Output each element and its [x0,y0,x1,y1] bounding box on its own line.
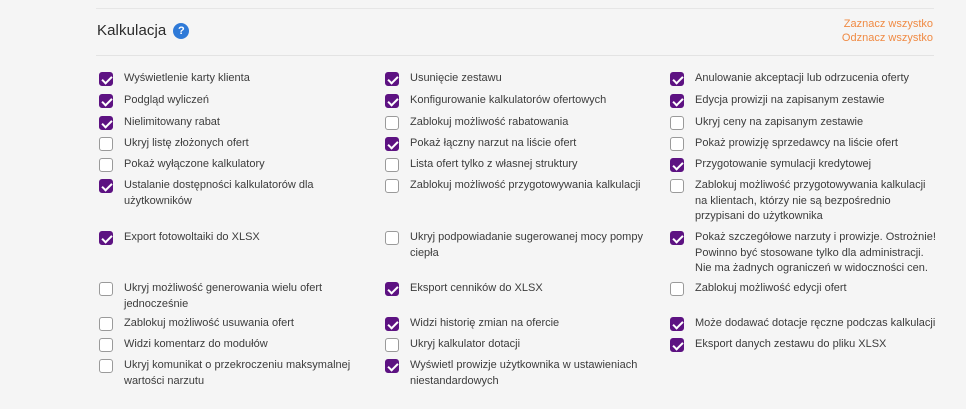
checkbox-label: Usunięcie zestawu [410,72,502,84]
checkbox-label: Export fotowoltaiki do XLSX [124,231,260,243]
checkbox-label: Pokaż prowizję sprzedawcy na liście ofert [695,137,898,149]
permission-checkbox-item[interactable] [385,338,655,353]
checkbox[interactable] [99,179,113,193]
checkbox[interactable] [385,231,399,245]
checkbox-label: Wyświetl prowizje użytkownika w ustawieniach niestandardowych [410,359,638,387]
checkbox[interactable] [99,94,113,108]
checkbox-label: Zablokuj możliwość usuwania ofert [124,317,294,329]
checkbox[interactable] [385,359,399,373]
checkbox[interactable] [385,317,399,331]
checkbox[interactable] [99,359,113,373]
checkbox[interactable] [385,158,399,172]
permission-checkbox-item[interactable] [670,158,940,173]
checkbox[interactable] [385,72,399,86]
permission-checkbox-item[interactable] [385,231,651,261]
checkbox-label: Eksport cenników do XLSX [410,282,543,294]
permission-checkbox-item[interactable] [385,116,655,131]
checkbox-label: Lista ofert tylko z własnej struktury [410,158,578,170]
checkbox[interactable] [670,158,684,172]
permission-checkbox-item[interactable] [99,72,369,87]
checkbox[interactable] [670,72,684,86]
permission-checkbox-item[interactable] [385,359,647,389]
checkbox[interactable] [99,72,113,86]
select-all-link[interactable]: Zaznacz wszystko [843,18,933,30]
bulk-select-links [842,17,933,45]
checkbox[interactable] [670,116,684,130]
checkbox[interactable] [670,338,684,352]
checkbox[interactable] [670,282,684,296]
checkbox[interactable] [670,94,684,108]
checkbox[interactable] [99,137,113,151]
question-circle-icon[interactable]: ? [173,23,189,39]
checkbox[interactable] [99,282,113,296]
checkbox-label: Ukryj komunikat o przekroczeniu maksymalnej wartości narzutu [124,359,351,387]
checkbox[interactable] [99,158,113,172]
permission-checkbox-item[interactable] [670,282,940,297]
checkbox[interactable] [670,137,684,151]
permission-checkbox-item[interactable] [385,158,655,173]
checkbox-label: Zablokuj możliwość przygotowywania kalkulacji na klientach, którzy nie są bezpośrednio przypisani do użytkownika [695,179,926,223]
permission-checkbox-item[interactable] [99,317,369,332]
permission-checkbox-item[interactable] [99,116,369,131]
section-header [97,20,937,50]
checkbox-label: Zablokuj możliwość edycji ofert [695,282,847,294]
checkbox[interactable] [99,231,113,245]
checkbox-label: Nielimitowany rabat [124,116,220,128]
checkbox[interactable] [99,116,113,130]
checkbox[interactable] [385,94,399,108]
checkbox-label: Widzi historię zmian na ofercie [410,317,560,329]
checkbox[interactable] [99,338,113,352]
permission-checkbox-item[interactable] [385,137,655,152]
checkbox-label: Pokaż łączny narzut na liście ofert [410,137,577,149]
checkbox-label: Zablokuj możliwość przygotowywania kalkulacji [410,179,641,191]
checkbox-label: Ukryj podpowiadanie sugerowanej mocy pompy ciepła [410,231,643,259]
permission-checkbox-item[interactable] [385,94,655,109]
deselect-all-link[interactable]: Odznacz wszystko [841,32,933,44]
checkbox-label: Anulowanie akceptacji lub odrzucenia oferty [695,72,910,84]
checkbox-label: Pokaż wyłączone kalkulatory [124,158,265,170]
header-divider [96,55,934,56]
checkbox-label: Zablokuj możliwość rabatowania [410,116,569,128]
top-divider [96,8,934,9]
checkbox[interactable] [385,116,399,130]
permission-checkbox-item[interactable] [670,116,940,131]
permission-checkbox-item[interactable] [99,179,349,209]
permission-checkbox-item[interactable] [99,158,369,173]
permission-checkbox-item[interactable] [670,72,940,87]
checkbox-label: Ukryj możliwość generowania wielu ofert jednocześnie [124,282,323,310]
checkbox[interactable] [99,317,113,331]
permission-checkbox-item[interactable] [99,359,361,389]
permission-checkbox-item[interactable] [99,94,369,109]
checkbox[interactable] [385,282,399,296]
checkbox-label: Podgląd wyliczeń [124,94,209,106]
checkbox-label: Widzi komentarz do modułów [124,338,268,350]
checkbox-label: Ukryj ceny na zapisanym zestawie [695,116,864,128]
permission-checkbox-item[interactable] [670,137,940,152]
permission-checkbox-item[interactable] [670,94,940,109]
permission-checkbox-item[interactable] [385,282,655,297]
permission-checkbox-item[interactable] [385,317,655,332]
permission-checkbox-item[interactable] [670,179,934,225]
permission-checkbox-item[interactable] [670,317,940,332]
checkbox-label: Ukryj kalkulator dotacji [410,338,521,350]
checkbox-label: Ukryj listę złożonych ofert [124,137,249,149]
permission-checkbox-item[interactable] [99,231,369,246]
checkbox-label: Ustalanie dostępności kalkulatorów dla użytkowników [124,179,314,207]
permission-checkbox-item[interactable] [385,179,655,194]
permission-checkbox-item[interactable] [99,338,369,353]
permission-checkbox-item[interactable] [670,338,940,353]
checkbox-label: Eksport danych zestawu do pliku XLSX [695,338,887,350]
checkbox[interactable] [670,231,684,245]
checkbox-label: Konfigurowanie kalkulatorów ofertowych [410,94,607,106]
checkbox[interactable] [670,317,684,331]
section-title-wrap [97,22,189,39]
checkbox-label: Wyświetlenie karty klienta [124,72,250,84]
permission-checkbox-item[interactable] [99,137,369,152]
checkbox-label: Pokaż szczegółowe narzuty i prowizje. Ostrożnie! Powinno być stosowane tylko dla administracji. Nie ma żadnych ograniczeń w widoczności cen. [695,231,936,275]
checkbox[interactable] [385,338,399,352]
section-title: Kalkulacja [97,22,167,39]
checkbox[interactable] [385,179,399,193]
permission-checkbox-item[interactable] [385,72,655,87]
permission-checkbox-item[interactable] [99,282,349,312]
checkbox[interactable] [670,179,684,193]
checkbox-label: Przygotowanie symulacji kredytowej [695,158,872,170]
permission-checkbox-item[interactable] [670,231,936,277]
checkbox-label: Edycja prowizji na zapisanym zestawie [695,94,885,106]
checkbox[interactable] [385,137,399,151]
checkbox-label: Może dodawać dotacje ręczne podczas kalkulacji [695,317,936,329]
